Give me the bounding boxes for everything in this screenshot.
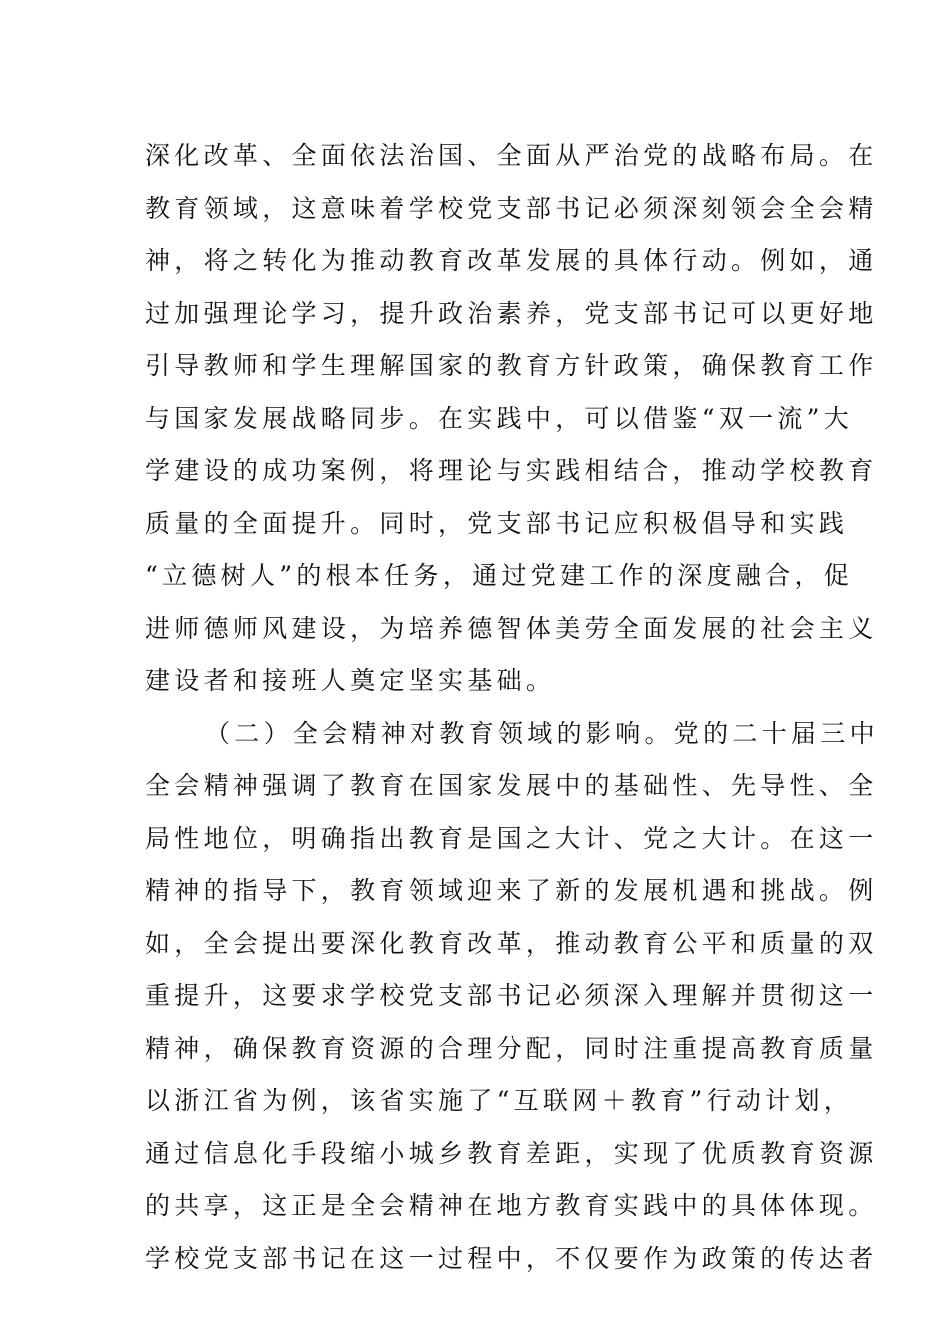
text-line: 局性地位，明确指出教育是国之大计、党之大计。在这一 [145, 823, 878, 853]
text-line: 学建设的成功案例，将理论与实践相结合，推动学校教育 [145, 456, 878, 485]
text-line: 精神，确保教育资源的合理分配，同时注重提高教育质量 [145, 1033, 878, 1063]
text-line: 全会精神强调了教育在国家发展中的基础性、先导性、全 [145, 771, 878, 800]
body-text [145, 130, 879, 1285]
text-line: 以浙江省为例，该省实施了“互联网＋教育”行动计划， [145, 1086, 854, 1115]
section-heading-line: （二）全会精神对教育领域的影响。党的二十届三中 [205, 718, 879, 748]
text-line: 进师德师风建设，为培养德智体美劳全面发展的社会主义 [145, 613, 878, 643]
paragraph-2 [145, 708, 879, 1286]
text-line: 重提升，这要求学校党支部书记必须深入理解并贯彻这一 [145, 981, 878, 1010]
text-line: 质量的全面提升。同时，党支部书记应积极倡导和实践 [145, 508, 849, 538]
text-line: 与国家发展战略同步。在实践中，可以借鉴“双一流”大 [145, 403, 854, 433]
text-line: 建设者和接班人奠定坚实基础。 [145, 666, 556, 695]
text-line: 过加强理论学习，提升政治素养，党支部书记可以更好地 [145, 298, 878, 328]
text-line: 学校党支部书记在这一过程中，不仅要作为政策的传达者 [145, 1243, 878, 1273]
text-line: 引导教师和学生理解国家的教育方针政策，确保教育工作 [145, 351, 878, 380]
paragraph-1 [145, 130, 878, 708]
text-line: 的共享，这正是全会精神在地方教育实践中的具体体现。 [145, 1191, 878, 1220]
text-line: 深化改革、全面依法治国、全面从严治党的战略布局。在 [145, 141, 878, 170]
text-line: 通过信息化手段缩小城乡教育差距，实现了优质教育资源 [145, 1138, 878, 1168]
text-line: 精神的指导下，教育领域迎来了新的发展机遇和挑战。例 [145, 876, 878, 905]
text-line: 教育领域，这意味着学校党支部书记必须深刻领会全会精 [145, 193, 878, 223]
text-line: 如，全会提出要深化教育改革，推动教育公平和质量的双 [145, 928, 878, 958]
text-line: “立德树人”的根本任务，通过党建工作的深度融合，促 [145, 561, 854, 590]
text-line: 神，将之转化为推动教育改革发展的具体行动。例如，通 [145, 246, 878, 275]
